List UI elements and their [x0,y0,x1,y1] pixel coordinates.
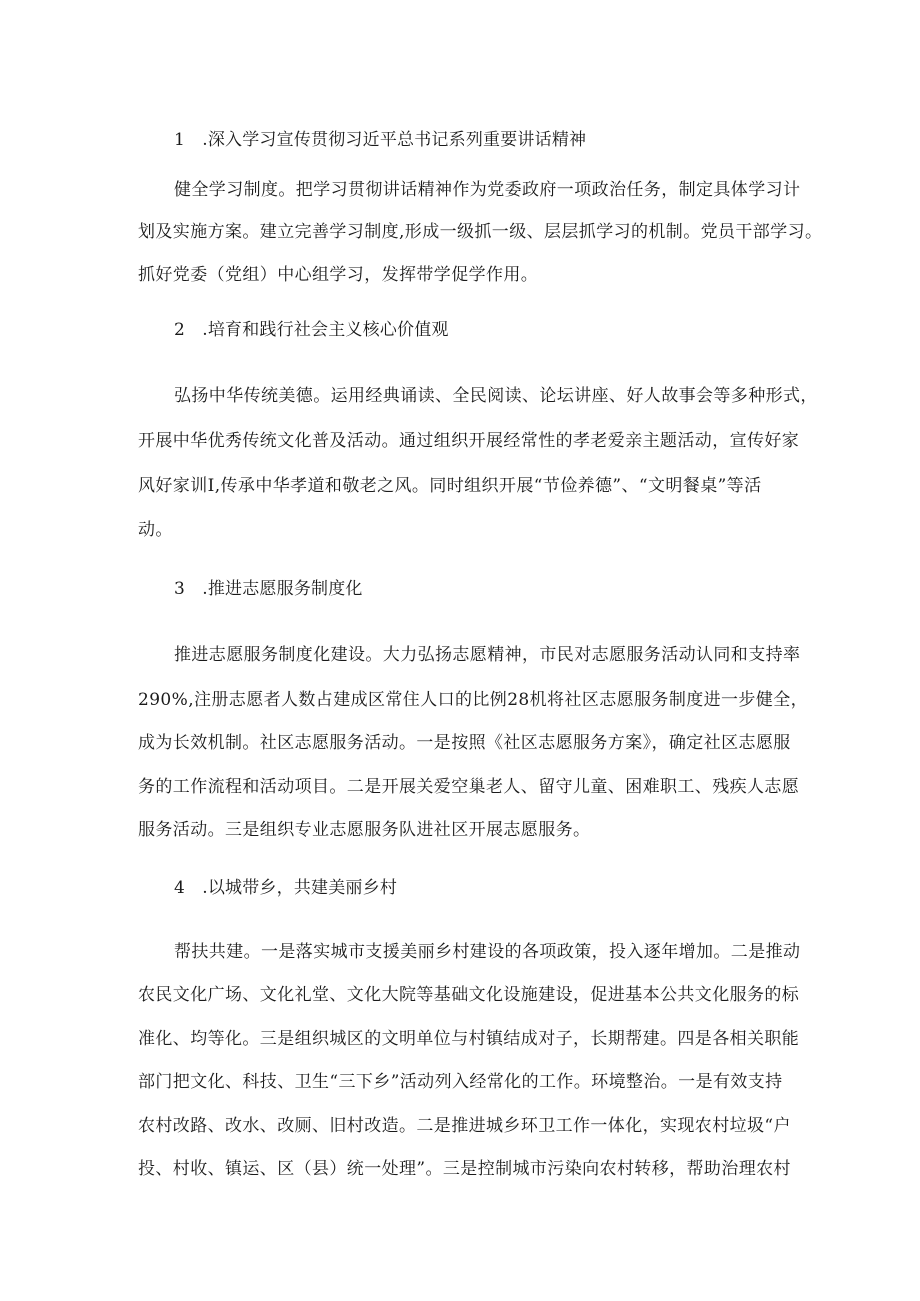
paragraph-line: 成为长效机制。社区志愿服务活动。一是按照《社区志愿服务方案》，确定社区志愿服 [138,733,791,753]
section-1-heading: 1 .深入学习宣传贯彻习近平总书记系列重要讲话精神 [174,130,587,150]
paragraph-line: 抓好党委（党组）中心组学习，发挥带学促学作用。 [138,265,539,285]
paragraph-line: 投、村收、镇运、区（县）统一处理”。三是控制城市污染向农村转移，帮助治理农村 [138,1159,791,1179]
paragraph-line: 290%,注册志愿者人数占建成区常住人口的比例28机将社区志愿服务制度进一步健全， [138,690,809,710]
paragraph-line: 务的工作流程和活动项目。二是开展关爱空巢老人、留守儿童、困难职工、残疾人志愿 [138,777,800,797]
paragraph-line: 准化、均等化。三是组织城区的文明单位与村镇结成对子，长期帮建。四是各相关职能 [138,1029,800,1049]
paragraph-line: 推进志愿服务制度化建设。大力弘扬志愿精神，市民对志愿服务活动认同和支持率 [174,645,801,665]
paragraph-line: 开展中华优秀传统文化普及活动。通过组织开展经常性的孝老爱亲主题活动，宣传好家 [138,431,800,451]
paragraph-line: 风好家训I,传承中华孝道和敬老之风。同时组织开展“节俭养德”、“文明餐桌”等活 [138,476,762,496]
paragraph-line: 部门把文化、科技、卫生“三下乡”活动列入经常化的工作。环境整治。一是有效支持 [138,1072,783,1092]
section-3-heading: 3 .推进志愿服务制度化 [174,579,363,599]
section-4-heading: 4 .以城带乡，共建美丽乡村 [174,878,398,898]
paragraph-line: 农村改路、改水、改厕、旧村改造。二是推进城乡环卫工作一体化，实现农村垃圾“户 [138,1116,791,1136]
section-2-heading: 2 .培育和践行社会主义核心价值观 [174,320,449,340]
paragraph-line: 弘扬中华传统美德。运用经典诵读、全民阅读、论坛讲座、好人故事会等多种形式， [174,386,818,406]
paragraph-line: 动。 [138,520,173,540]
paragraph-line: 健全学习制度。把学习贯彻讲话精神作为党委政府一项政治任务，制定具体学习计 [174,180,801,200]
paragraph-line: 服务活动。三是组织专业志愿服务队进社区开展志愿服务。 [138,820,591,840]
paragraph-line: 划及实施方案。建立完善学习制度,形成一级抓一级、层层抓学习的机制。党员干部学习。 [138,222,823,242]
paragraph-line: 农民文化广场、文化礼堂、文化大院等基础文化设施建设，促进基本公共文化服务的标 [138,985,800,1005]
paragraph-line: 帮扶共建。一是落实城市支援美丽乡村建设的各项政策，投入逐年增加。二是推动 [174,942,801,962]
